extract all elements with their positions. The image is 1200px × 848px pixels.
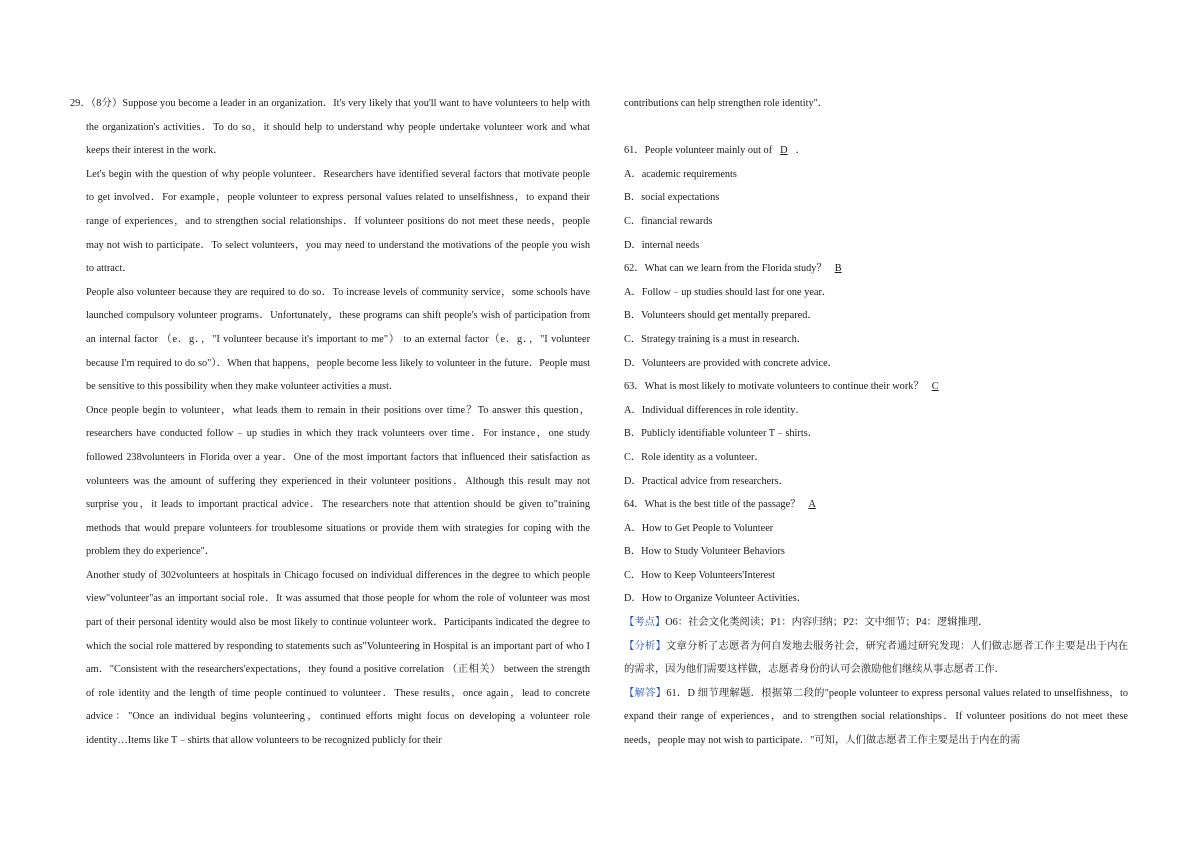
option: C．financial rewards bbox=[624, 215, 713, 227]
answer-blank: B bbox=[834, 263, 842, 275]
option: A．academic requirements bbox=[624, 168, 737, 180]
passage-paragraph-2: People also volunteer because they are required to do so．To increase levels of community service，some schools have launched compulsory volunteer programs．Unfortunately，these programs can shift people's wish of participation from an internal factor （e．g．，"I volunteer because it's important to me"） to an external factor（e．g．，"I volunteer because I'm required to do so"）．When that happens，people become less likely to volunteer in the future．People must be sensitive to this possibility when they make volunteer activities a must． bbox=[86, 286, 590, 393]
fenxi-text: 文章分析了志愿者为何自发地去服务社会，研究者通过研究发现：人们做志愿者工作主要是出于内在的需求，因为他们需要这样做，志愿者身份的认可会激励他们继续从事志愿者工作． bbox=[624, 640, 1129, 676]
option: A．Follow﹣up studies should last for one year． bbox=[624, 286, 833, 298]
passage-paragraph-4: Another study of 302volunteers at hospitals in Chicago focused on individual differences in the degree to which people view"volunteer"as an important social role．It was assumed that those people for whom the role of volunteer was most part of their personal identity would also be most likely to continue volunteer work．Participants indicated the degree to which the social role mattered by responding to statements such as"Volunteering in Hospital is an important part of who I am．"Consistent with the researchers'expectations，they found a positive correlation （正相关） between the strength of role identity and the length of time people continued to volunteer．These results，once again，lead to concrete advice："Once an individual begins volunteering，continued efforts might focus on developing a volunteer role identity…Items like T﹣shirts that allow volunteers to be recognized publicly for their bbox=[86, 569, 590, 747]
option: A．Individual differences in role identity． bbox=[624, 404, 806, 416]
stem-end: ． bbox=[795, 145, 806, 157]
question-stem: 63．What is most likely to motivate volunteers to continue their work？ bbox=[624, 381, 924, 393]
option: B．Volunteers should get mentally prepared． bbox=[624, 310, 818, 322]
answer-blank: D bbox=[780, 145, 788, 157]
option: A．How to Get People to Volunteer bbox=[624, 522, 774, 534]
option: D．Volunteers are provided with concrete advice． bbox=[624, 357, 838, 369]
option: B．Publicly identifiable volunteer T﹣shirts． bbox=[624, 428, 818, 440]
kaodian-tag: 【考点】 bbox=[624, 617, 666, 629]
option: C．Role identity as a volunteer． bbox=[624, 451, 765, 463]
left-column bbox=[70, 92, 590, 753]
question-64 bbox=[624, 493, 1128, 611]
jieda-tag: 【解答】 bbox=[624, 687, 667, 699]
question-62 bbox=[624, 257, 1128, 375]
right-column bbox=[624, 92, 1128, 753]
kaodian-section bbox=[624, 611, 1128, 635]
question-stem: 62．What can we learn from the Florida study？ bbox=[624, 263, 827, 275]
passage-paragraph-3: Once people begin to volunteer，what leads them to remain in their positions over time？To answer this question，researchers have conducted follow﹣up studies in which they track volunteers over time．For instance，one study followed 238volunteers in Florida over a year．One of the most important factors that influenced their satisfaction as volunteers was the amount of suffering they experienced in their volunteer positions．Although this result may not surprise you，it leads to important practical advice．The researchers note that attention should be given to"training methods that would prepare volunteers for troublesome situations or provide them with strategies for coping with the problem they do experience"． bbox=[86, 404, 590, 558]
option: D．internal needs bbox=[624, 239, 700, 251]
option: B．How to Study Volunteer Behaviors bbox=[624, 546, 785, 558]
answer-blank: A bbox=[808, 499, 816, 511]
question-stem: 64．What is the best title of the passage？ bbox=[624, 499, 801, 511]
question-stem: 61．People volunteer mainly out of bbox=[624, 145, 773, 157]
fenxi-section bbox=[624, 635, 1128, 682]
question-63 bbox=[624, 375, 1128, 493]
passage-continuation: contributions can help strengthen role identity"． bbox=[624, 98, 829, 109]
option: B．social expectations bbox=[624, 192, 720, 204]
passage-paragraph-1: Let's begin with the question of why people volunteer．Researchers have identified several factors that motivate people to get involved．For example，people volunteer to express personal values related to unselfishness，to expand their range of experiences，and to strengthen social relationships．If volunteer positions do not meet these needs，people may not wish to participate．To select volunteers，you may need to understand the motivations of the people you wish to attract． bbox=[86, 168, 590, 275]
option: D．Practical advice from researchers． bbox=[624, 475, 789, 487]
jieda-text: 61．D 细节理解题．根据第二段的"people volunteer to express personal values related to unselfishness，to expand their range of experiences，and to strengthen social relationships．If volunteer positions do not meet these needs，people may not wish to participate．"可知，人们做志愿者工作主要是出于内在的需 bbox=[624, 687, 1128, 747]
spacer bbox=[624, 116, 1128, 140]
option: D．How to Organize Volunteer Activities． bbox=[624, 593, 808, 605]
answer-blank: C bbox=[931, 381, 939, 393]
kaodian-text: O6：社会文化类阅读；P1：内容归纳；P2：文中细节；P4：逻辑推理． bbox=[665, 617, 989, 629]
option: C．Strategy training is a must in research． bbox=[624, 333, 808, 345]
fenxi-tag: 【分析】 bbox=[624, 640, 667, 652]
option: C．How to Keep Volunteers'Interest bbox=[624, 569, 776, 581]
question-intro: 29．（8分）Suppose you become a leader in an organization．It's very likely that you'll want to have volunteers to help with the organization's activities．To do so，it should help to understand why people undertake volunteer work and what keeps their interest in the work． bbox=[70, 98, 590, 157]
jieda-section bbox=[624, 682, 1128, 753]
question-61 bbox=[624, 139, 1128, 257]
